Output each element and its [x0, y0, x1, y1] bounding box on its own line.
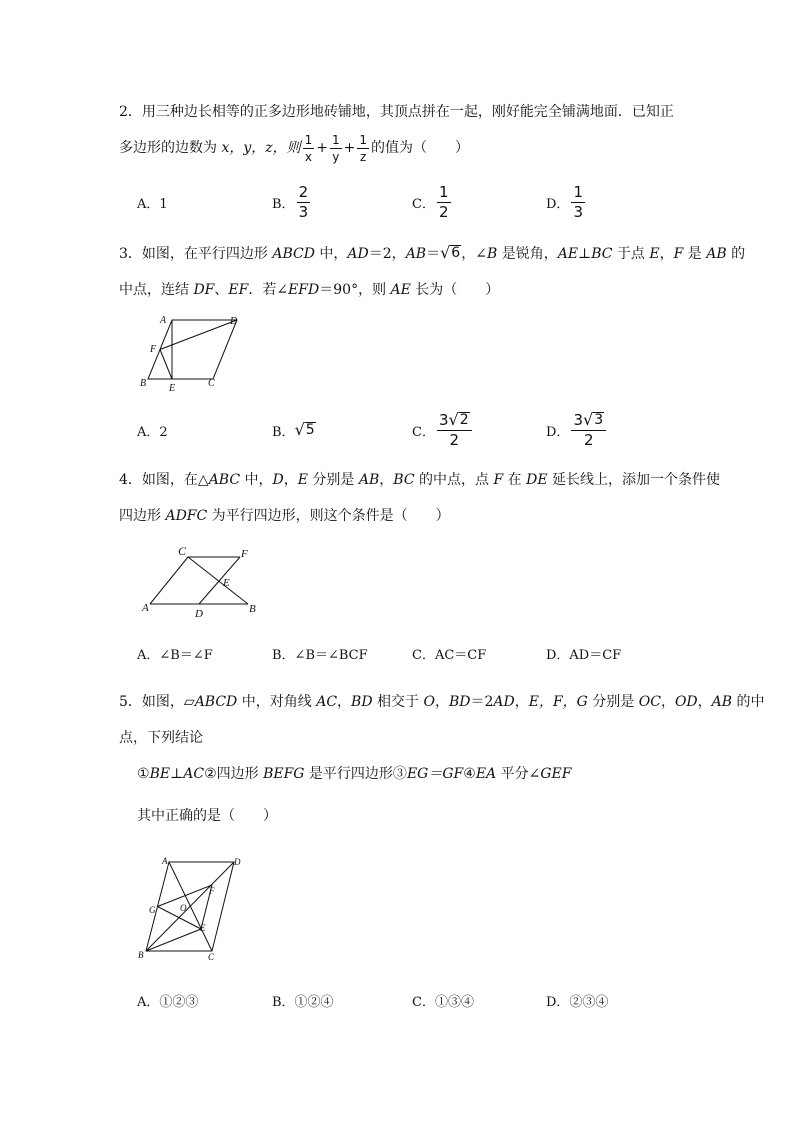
frac-1-over-x: $\frac{1}{x}$	[304, 132, 313, 164]
q3-label-c: C	[208, 378, 215, 389]
q5-figure	[133, 852, 253, 964]
q4-segment-df	[199, 557, 240, 604]
q4-option-a[interactable]: A．∠B＝∠F	[137, 647, 213, 663]
q4-figure	[138, 540, 268, 620]
q5-label-o: O	[180, 903, 187, 913]
q5-label-a: A	[162, 856, 168, 866]
q3-line2: 中点，连结 DF、EF．若∠EFD＝90°，则 AE 长为（ ）	[119, 282, 500, 298]
q5-line2: 点，下列结论	[119, 730, 203, 746]
q4-option-d[interactable]: D．AD＝CF	[546, 647, 622, 663]
q4-option-b[interactable]: B．∠B＝∠BCF	[272, 647, 368, 663]
q4-line2: 四边形 ADFC 为平行四边形，则这个条件是（ ）	[119, 508, 450, 524]
q4-segment-cb	[188, 557, 248, 604]
question-2	[119, 94, 674, 166]
question-4	[119, 462, 720, 534]
q2-option-c[interactable]: C． $\frac{1}{2}$	[412, 182, 449, 221]
q4-options	[137, 635, 697, 671]
q4-line1: 4．如图，在△ABC 中，D，E 分别是 AB，BC 的中点，点 F 在 DE 延长线上，添加一个条件使	[119, 472, 720, 488]
q3-label-b: B	[140, 378, 147, 389]
q5-options	[137, 982, 697, 1018]
q3-option-d[interactable]: D． 3 √ 3 2	[546, 412, 608, 448]
q3-option-c[interactable]: C． 3 √ 2 2	[412, 412, 474, 448]
q2-line1: 2．用三种边长相等的正多边形地砖铺地，其顶点拼在一起，刚好能完全铺满地面．已知正	[119, 104, 674, 120]
q5-diagonal-bd	[146, 862, 234, 951]
q5-option-a[interactable]: A．①②③	[137, 994, 199, 1010]
q3-segment-ef	[160, 350, 172, 380]
q2-line2: 多边形的边数为 x，y，z，则 $\frac{1}{x}$ + $\frac{1}{y}$ + $\frac{1}{z}$ 的值为（ ）	[119, 132, 470, 164]
q3-label-d: D	[230, 316, 238, 327]
q2-option-b[interactable]: B． $\frac{2}{3}$	[272, 182, 309, 221]
q5-label-b: B	[138, 950, 144, 960]
q4-label-e: E	[223, 577, 230, 589]
q4-label-b: B	[249, 603, 256, 615]
q5-conclusions: ①BE⊥AC②四边形 BEFG 是平行四边形③EG＝GF④EA 平分∠GEF	[137, 766, 572, 782]
q5-question: 其中正确的是（ ）	[137, 808, 277, 824]
q3-figure	[135, 310, 255, 400]
frac-1-over-z: $\frac{1}{z}$	[359, 132, 368, 164]
q5-segment-be	[146, 929, 201, 951]
q4-segment-ac	[150, 557, 188, 604]
q5-label-e: E	[200, 923, 206, 933]
q3-option-a[interactable]: A．2	[137, 424, 168, 440]
q2-options	[137, 184, 697, 220]
q2-option-a[interactable]: A．1	[137, 196, 168, 212]
sqrt-6: √ 6	[440, 243, 461, 262]
q4-label-a: A	[142, 602, 149, 614]
q4-label-c: C	[178, 544, 187, 558]
question-3	[119, 236, 746, 308]
q5-option-b[interactable]: B．①②④	[272, 994, 334, 1010]
q4-label-d: D	[195, 608, 203, 620]
frac-1-over-y: $\frac{1}{y}$	[332, 132, 340, 164]
q4-option-c[interactable]: C．AC＝CF	[412, 647, 487, 663]
q5-option-c[interactable]: C．①③④	[412, 994, 474, 1010]
q3-label-a: A	[160, 315, 167, 326]
q2-option-d[interactable]: D． $\frac{1}{3}$	[546, 182, 583, 221]
question-5	[119, 684, 765, 756]
q5-label-d: D	[234, 857, 241, 867]
q5-label-c: C	[208, 952, 215, 962]
q3-label-e: E	[169, 383, 176, 394]
q5-label-f: F	[209, 886, 215, 896]
q4-label-f: F	[241, 548, 248, 560]
q3-label-f: F	[150, 344, 157, 355]
q3-option-b[interactable]: B． √ 5	[272, 419, 315, 440]
q3-options	[137, 409, 697, 450]
q3-line1: 3．如图，在平行四边形 ABCD 中，AD＝2，AB＝ √ 6 ，∠B 是锐角，AE⊥BC 于点 E，F 是 AB 的	[119, 243, 746, 262]
q5-option-d[interactable]: D．②③④	[546, 994, 609, 1010]
q5-line1: 5．如图，▱ABCD 中，对角线 AC，BD 相交于 O，BD＝2AD，E，F，G 分别是 OC，OD，AB 的中	[119, 694, 765, 710]
q5-label-g: G	[149, 905, 156, 915]
